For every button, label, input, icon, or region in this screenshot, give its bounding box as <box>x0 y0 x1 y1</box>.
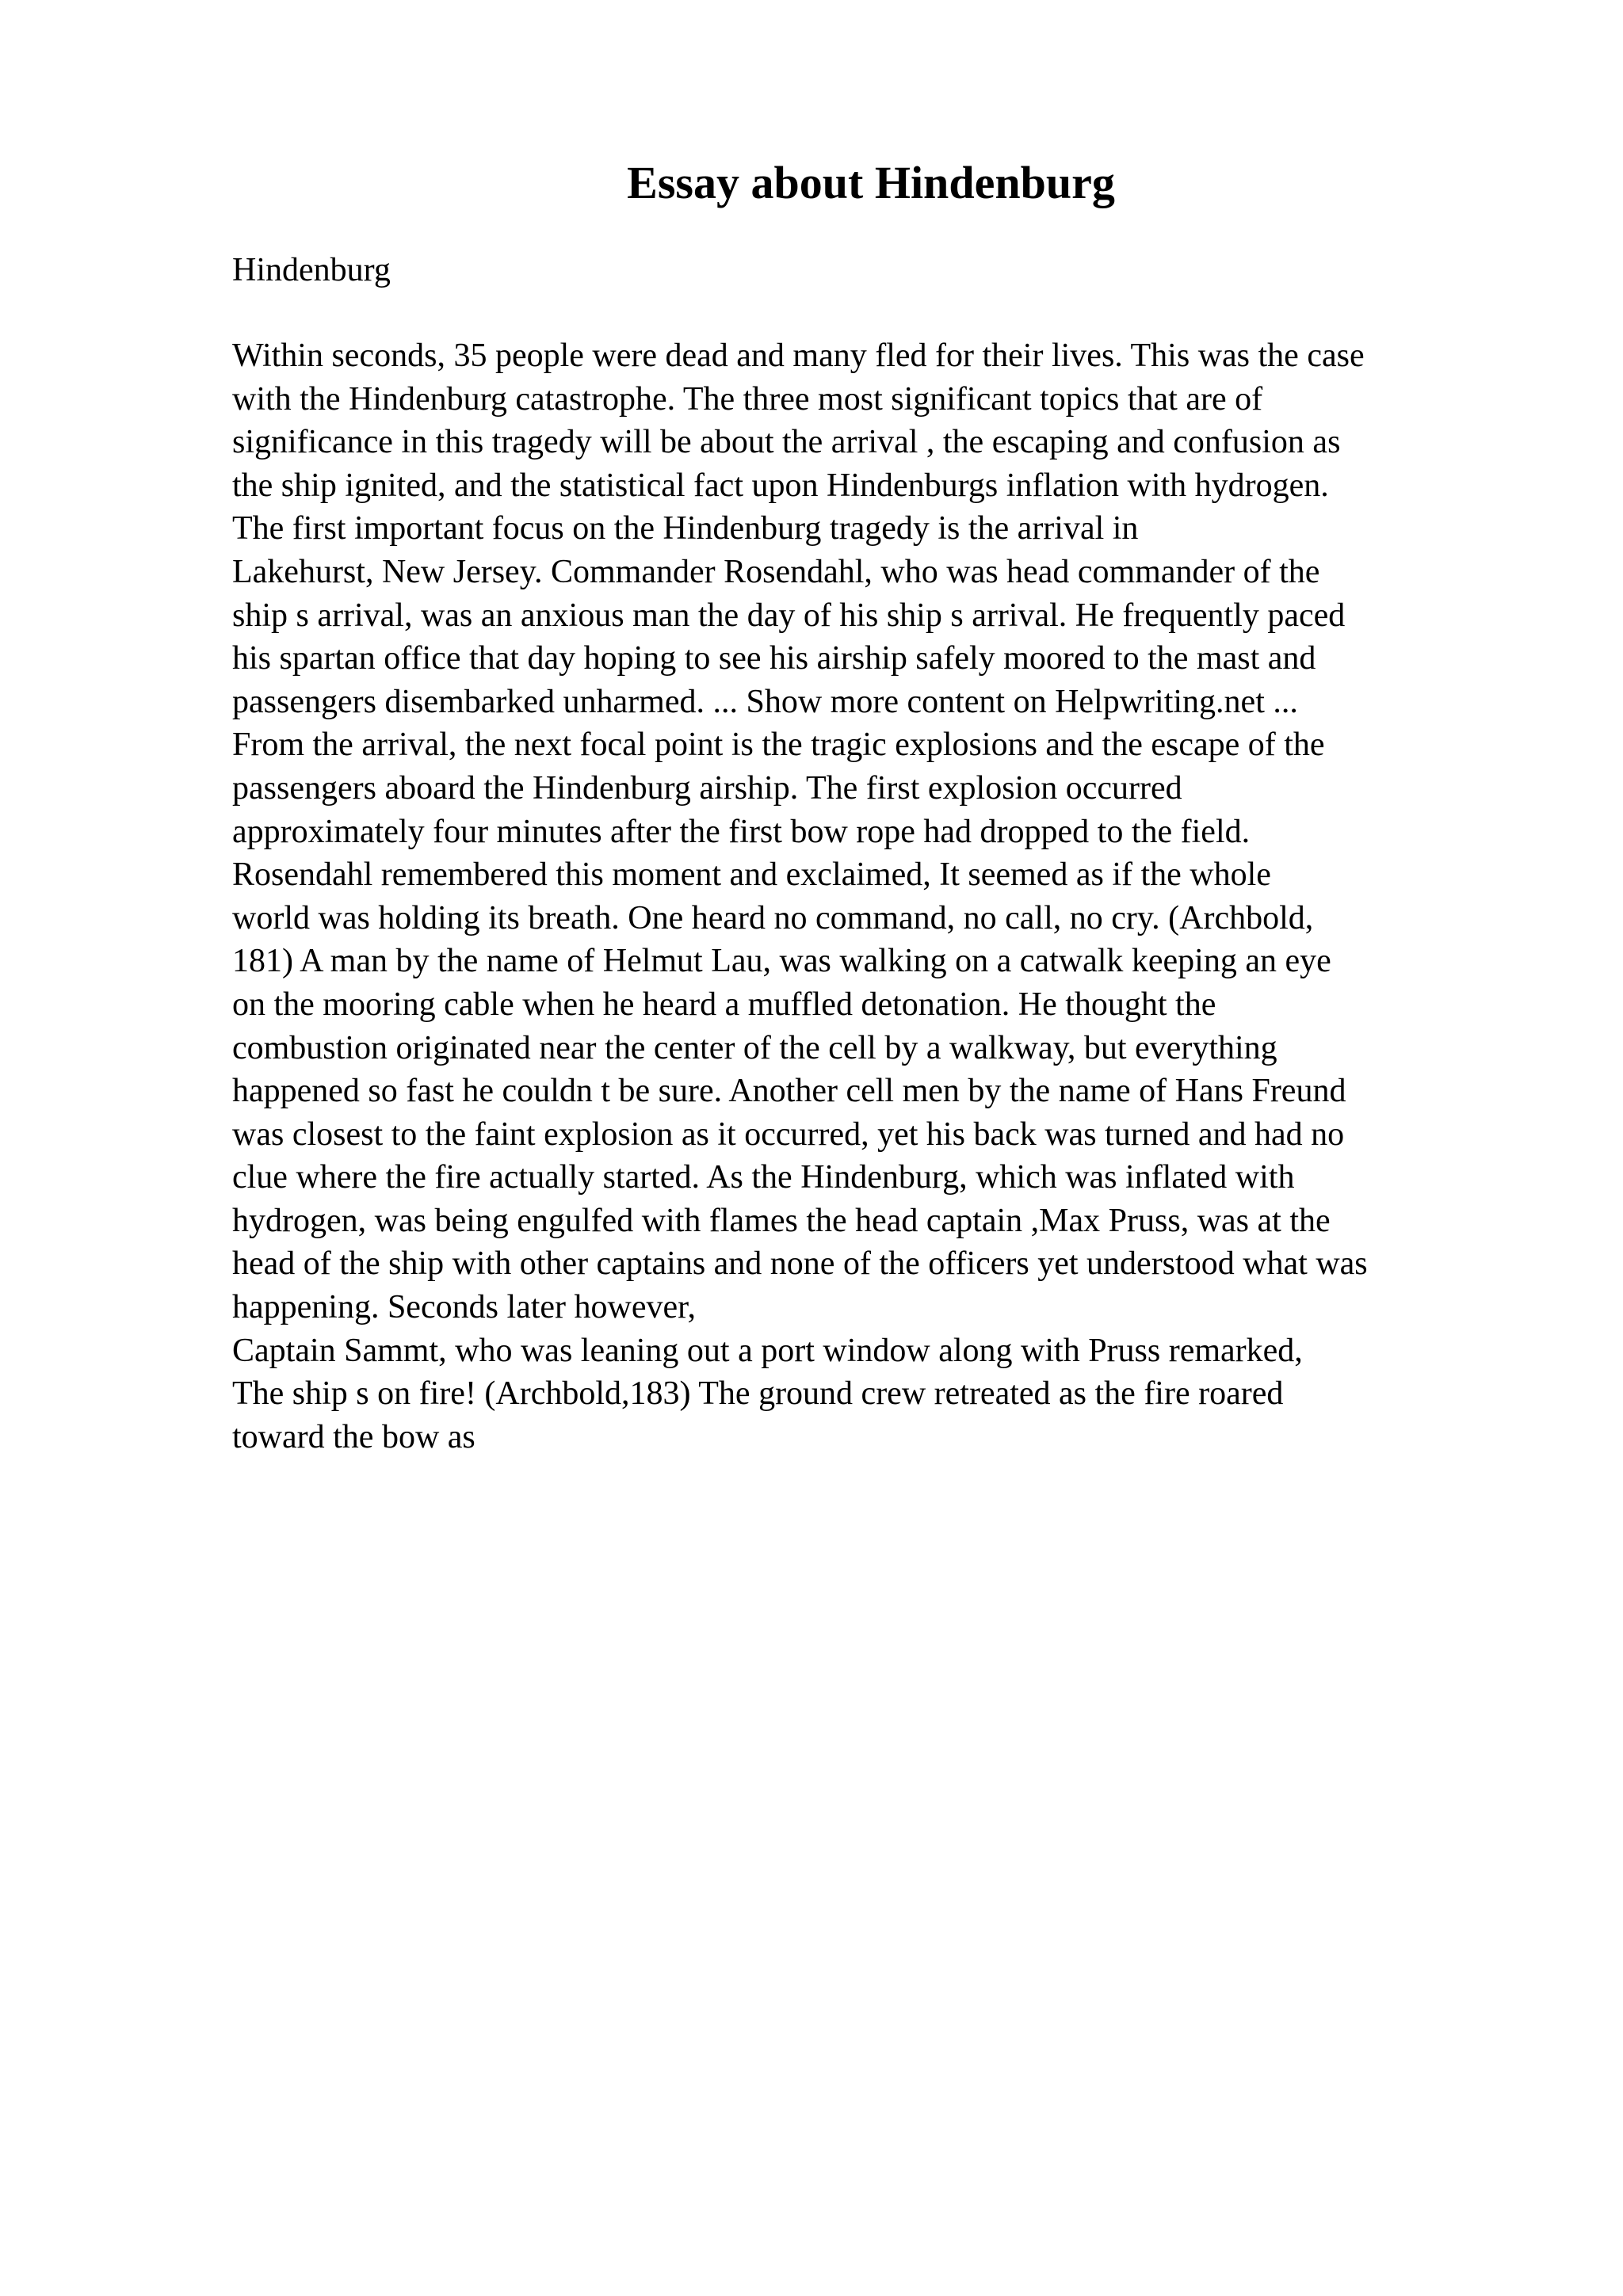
page-title: Essay about Hindenburg <box>627 157 1115 208</box>
essay-line: head of the ship with other captains and none of the officers yet understood what was <box>232 1245 1368 1283</box>
essay-line: Captain Sammt, who was leaning out a port window along with Pruss remarked, <box>232 1332 1303 1369</box>
document-subtitle: Hindenburg <box>232 252 391 288</box>
essay-line: on the mooring cable when he heard a muffled detonation. He thought the <box>232 986 1216 1023</box>
essay-line: Within seconds, 35 people were dead and many fled for their lives. This was the case <box>232 338 1365 374</box>
essay-body <box>232 334 1500 1459</box>
essay-line: passengers aboard the Hindenburg airship. The first explosion occurred <box>232 769 1182 807</box>
essay-line: ship s arrival, was an anxious man the day of his ship s arrival. He frequently paced <box>232 597 1346 634</box>
essay-line: his spartan office that day hoping to see his airship safely moored to the mast and <box>232 640 1316 677</box>
essay-line: happened so fast he couldn t be sure. Another cell men by the name of Hans Freund <box>232 1073 1346 1110</box>
essay-line: The ship s on fire! (Archbold,183) The ground crew retreated as the fire roared <box>232 1375 1284 1413</box>
essay-line: 181) A man by the name of Helmut Lau, was walking on a catwalk keeping an eye <box>232 943 1331 980</box>
essay-line: From the arrival, the next focal point is the tragic explosions and the escape of the <box>232 727 1325 764</box>
essay-line: toward the bow as <box>232 1418 475 1455</box>
essay-line: hydrogen, was being engulfed with flames the head captain ,Max Pruss, was at the <box>232 1202 1331 1239</box>
essay-line: approximately four minutes after the first bow rope had dropped to the field. <box>232 813 1251 850</box>
essay-line: The first important focus on the Hindenburg tragedy is the arrival in <box>232 510 1139 547</box>
essay-line: with the Hindenburg catastrophe. The three most significant topics that are of <box>232 380 1263 418</box>
essay-line: passengers disembarked unharmed. ... Show more content on Helpwriting.net ... <box>232 683 1298 720</box>
essay-line: clue where the fire actually started. As the Hindenburg, which was inflated with <box>232 1159 1295 1196</box>
essay-line: combustion originated near the center of the cell by a walkway, but everything <box>232 1029 1277 1066</box>
essay-line: Rosendahl remembered this moment and exclaimed, It seemed as if the whole <box>232 856 1271 894</box>
essay-line: world was holding its breath. One heard no command, no call, no cry. (Archbold, <box>232 899 1314 936</box>
essay-line: happening. Seconds later however, <box>232 1289 696 1326</box>
essay-line: the ship ignited, and the statistical fact upon Hindenburgs inflation with hydrogen. <box>232 467 1329 504</box>
essay-line: Lakehurst, New Jersey. Commander Rosendahl, who was head commander of the <box>232 553 1320 590</box>
essay-line: significance in this tragedy will be about the arrival , the escaping and confusion as <box>232 424 1341 461</box>
essay-line: was closest to the faint explosion as it occurred, yet his back was turned and had no <box>232 1116 1345 1153</box>
